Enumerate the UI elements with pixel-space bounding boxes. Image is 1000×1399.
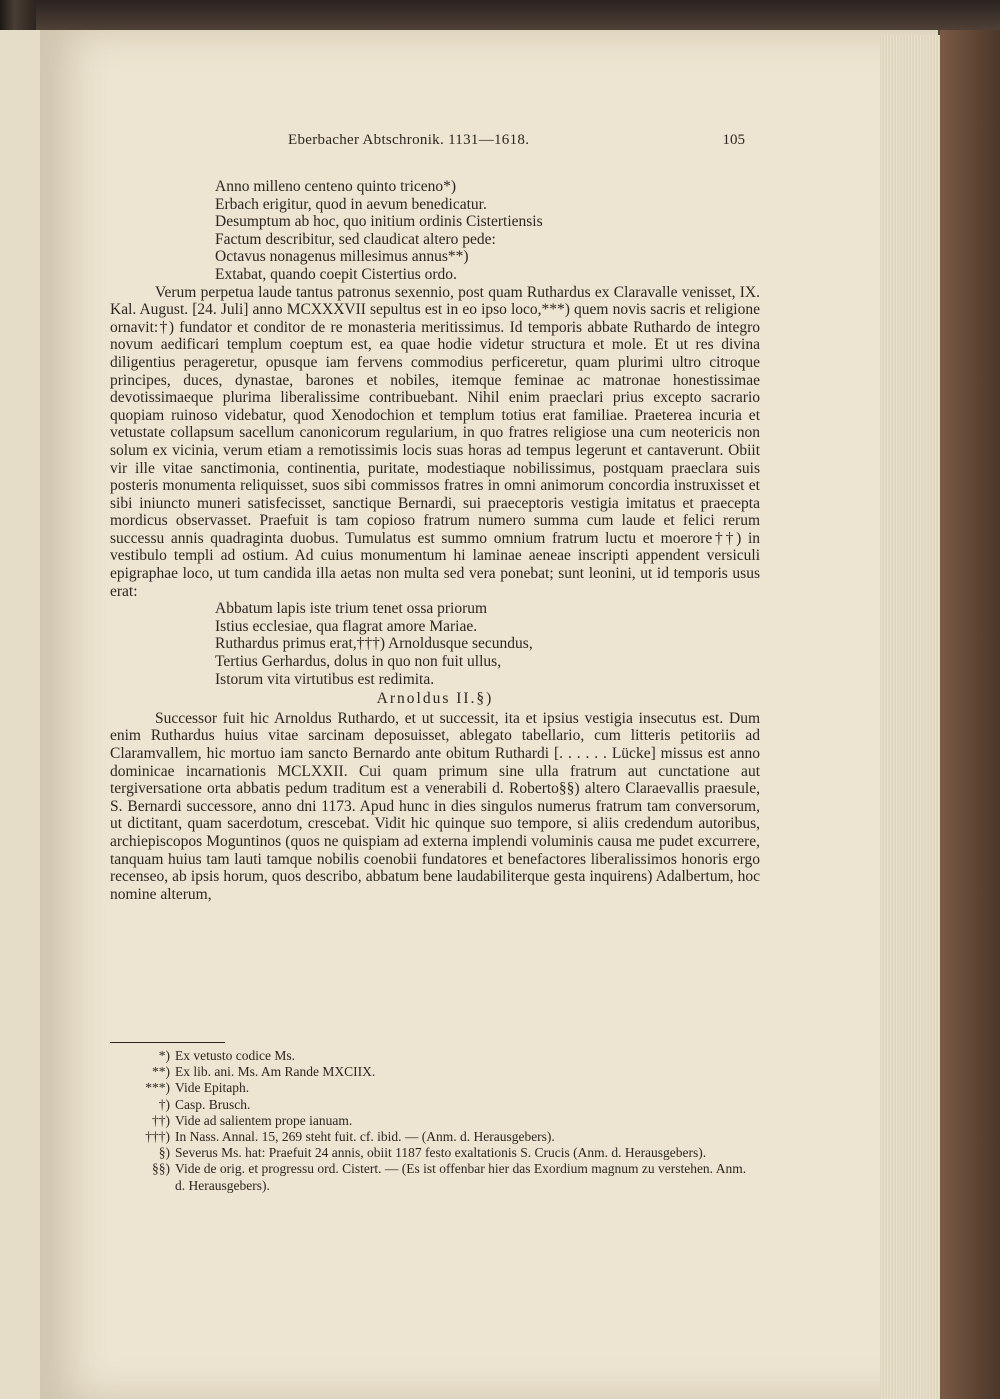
footnote-text: Vide Epitaph.	[175, 1080, 250, 1096]
footnote-text: Severus Ms. hat: Praefuit 24 annis, obiit 1187 festo exaltationis S. Crucis (Anm. d. Herausgebers).	[175, 1145, 707, 1161]
footnote	[110, 1113, 750, 1129]
footnote-mark: †††)	[145, 1129, 170, 1145]
footnote-mark: †)	[158, 1096, 170, 1112]
verse-line: Factum describitur, sed claudicat altero pede:	[215, 230, 496, 248]
verse-line: Extabat, quando coepit Cistertius ordo.	[215, 265, 457, 283]
verse-line: Anno milleno centeno quinto triceno*)	[215, 178, 457, 195]
footnote	[110, 1145, 750, 1161]
paragraph: Verum perpetua laude tantus patronus sexennio, post quam Ruthardus ex Claravalle venisset, IX. Kal. August. [24. Juli] anno MCXXXVII sepultus est in eo ipso loco,***) quem novis sacris et religione ornavit:†) fundator et conditor de re monasteria meritissimus. Id temporis abbate Ruthardo de integro novum aedificari templum coeptum est, ea quae hodie videtur structura et mole. Et ut res divina diligentius perageretur, opusque iam fervens commodius perficeretur, quam plurimi ultro citroque principes, duces, dynastae, barones et nobiles, itemque feminae ac matronae honestissimae devotissimaeque plurima liberalissime contribuebant. Nihil enim praeclari prius excepto sacrario quopiam ruinoso videbatur, quod Xenodochion et templum totius erat familiae. Praeterea incuria et vetustate collapsum sacellum canonicorum regularium, in quo fratres religiose una cum neotericis non solum ex vicinia, verum etiam a remotissimis locis suas horas ad tempus legerunt et cantaverunt. Obiit vir ille vitae sanctimonia, continentia, puritate, modestiaque nobilissimus, postquam praeclara suis posteris monumenta reliquisset, suos sibi commissos fratres in omni animorum concordia instruxisset et sibi iniuncto muneri satisfecisset, sanctique Bernardi, sui praeceptoris vestigia imitatus et praecepta mordicus observasset. Praefuit is tam copioso fratrum numero summa cum laude et felici rerum successu annis quadraginta duobus. Tumulatus est summo omnium fratrum luctu et moerore††) in vestibulo templi ad ostium. Ad cuius monumentum hi laminae aeneae inscripti appendent versiculi epigraphae loco, ut tum candida illa aetas non multa sed vera ponebat; sunt leonini, ut id temporis usus erat:	[110, 283, 760, 600]
verse-line: Istorum vita virtutibus est redimita.	[215, 670, 435, 688]
footnote	[110, 1080, 750, 1096]
verse-line: Desumptum ab hoc, quo initium ordinis Cistertiensis	[215, 213, 543, 231]
facing-page-edge	[0, 30, 40, 1399]
footnote-text: In Nass. Annal. 15, 269 steht fuit. cf. ibid. — (Anm. d. Herausgebers).	[175, 1129, 555, 1145]
main-text	[110, 178, 760, 903]
footnote-mark: §)	[158, 1145, 170, 1161]
page-block-edge	[880, 35, 940, 1399]
footnotes	[110, 1048, 750, 1194]
verse-line: Tertius Gerhardus, dolus in quo non fuit ullus,	[215, 653, 502, 671]
page-number: 105	[722, 132, 745, 148]
footnote-rule	[110, 1042, 225, 1043]
verse-line: Octavus nonagenus millesimus annus**)	[215, 248, 469, 266]
verse-block-2	[110, 600, 760, 688]
footnote	[110, 1161, 750, 1193]
footnote-text: Vide de orig. et progressu ord. Cistert. — (Es ist offenbar hier das Exordium magnum zu verstehen. Anm. d. Herausgebers).	[175, 1161, 747, 1193]
footnote	[110, 1097, 750, 1113]
footnote-text: Casp. Brusch.	[175, 1096, 251, 1112]
footnote-mark: **)	[152, 1064, 170, 1080]
paragraph: Successor fuit hic Arnoldus Ruthardo, et ut successit, ita et ipsius vestigia insecutus est. Dum enim Ruthardus huius vitae sarcinam deposuisset, ablegato tabellario, cum litteris petitoriis ad Claramvallem, hic mortuo iam sancto Bernardo ante obitum Ruthardi [. . . . . . Lücke] missus est anno dominicae incarnationis MCLXXII. Cui quam primum sine ulla fratrum aut cunctatione aut tergiversatione orta abbatis pedum traditum est a venerabili d. Roberto§§) altero Claraevallis praesule, S. Bernardi successore, anno dni 1173. Apud hunc in dies singulos numerus fratrum tam conversorum, ut dictitant, quam sacerdotum, crescebat. Vidit hic quinque suo tempore, si aliis credendum autoribus, archiepiscopos Moguntinos (quos ne quispiam ad externa implendi voluminis causa me pudet excurrere, tanquam huius tam lauti tamque nobilis coenobii fundatores et benefactores liberalissimos honoris ergo recenseo, ab ipsis horum, quos describo, abbatum bene laudabiliterque gesta inquirens) Adalbertum, hoc nomine alterum,	[110, 709, 760, 903]
section-heading: Arnoldus II.§)	[376, 690, 494, 708]
footnote	[110, 1048, 750, 1064]
footnote-text: Vide ad salientem prope ianuam.	[175, 1112, 353, 1128]
footnote-mark: *)	[158, 1048, 170, 1063]
footnote-mark: ***)	[145, 1080, 170, 1096]
running-title: Eberbacher Abtschronik. 1131—1618.	[288, 132, 530, 148]
footnote-text: Ex vetusto codice Ms.	[175, 1048, 295, 1063]
verse-line: Erbach erigitur, quod in aevum benedicatur.	[215, 195, 487, 213]
footnote-mark: ††)	[152, 1112, 170, 1128]
verse-line: Abbatum lapis iste trium tenet ossa priorum	[215, 600, 488, 618]
verse-line: Ruthardus primus erat,†††) Arnoldusque secundus,	[215, 635, 533, 653]
verse-line: Istius ecclesiae, qua flagrat amore Mariae.	[215, 617, 478, 635]
footnote-mark: §§)	[152, 1161, 170, 1177]
book-cover-right	[940, 30, 1000, 1399]
footnote-text: Ex lib. ani. Ms. Am Rande MXCIIX.	[175, 1064, 376, 1080]
verse-block-1	[110, 178, 760, 284]
footnote	[110, 1129, 750, 1145]
footnote	[110, 1064, 750, 1080]
